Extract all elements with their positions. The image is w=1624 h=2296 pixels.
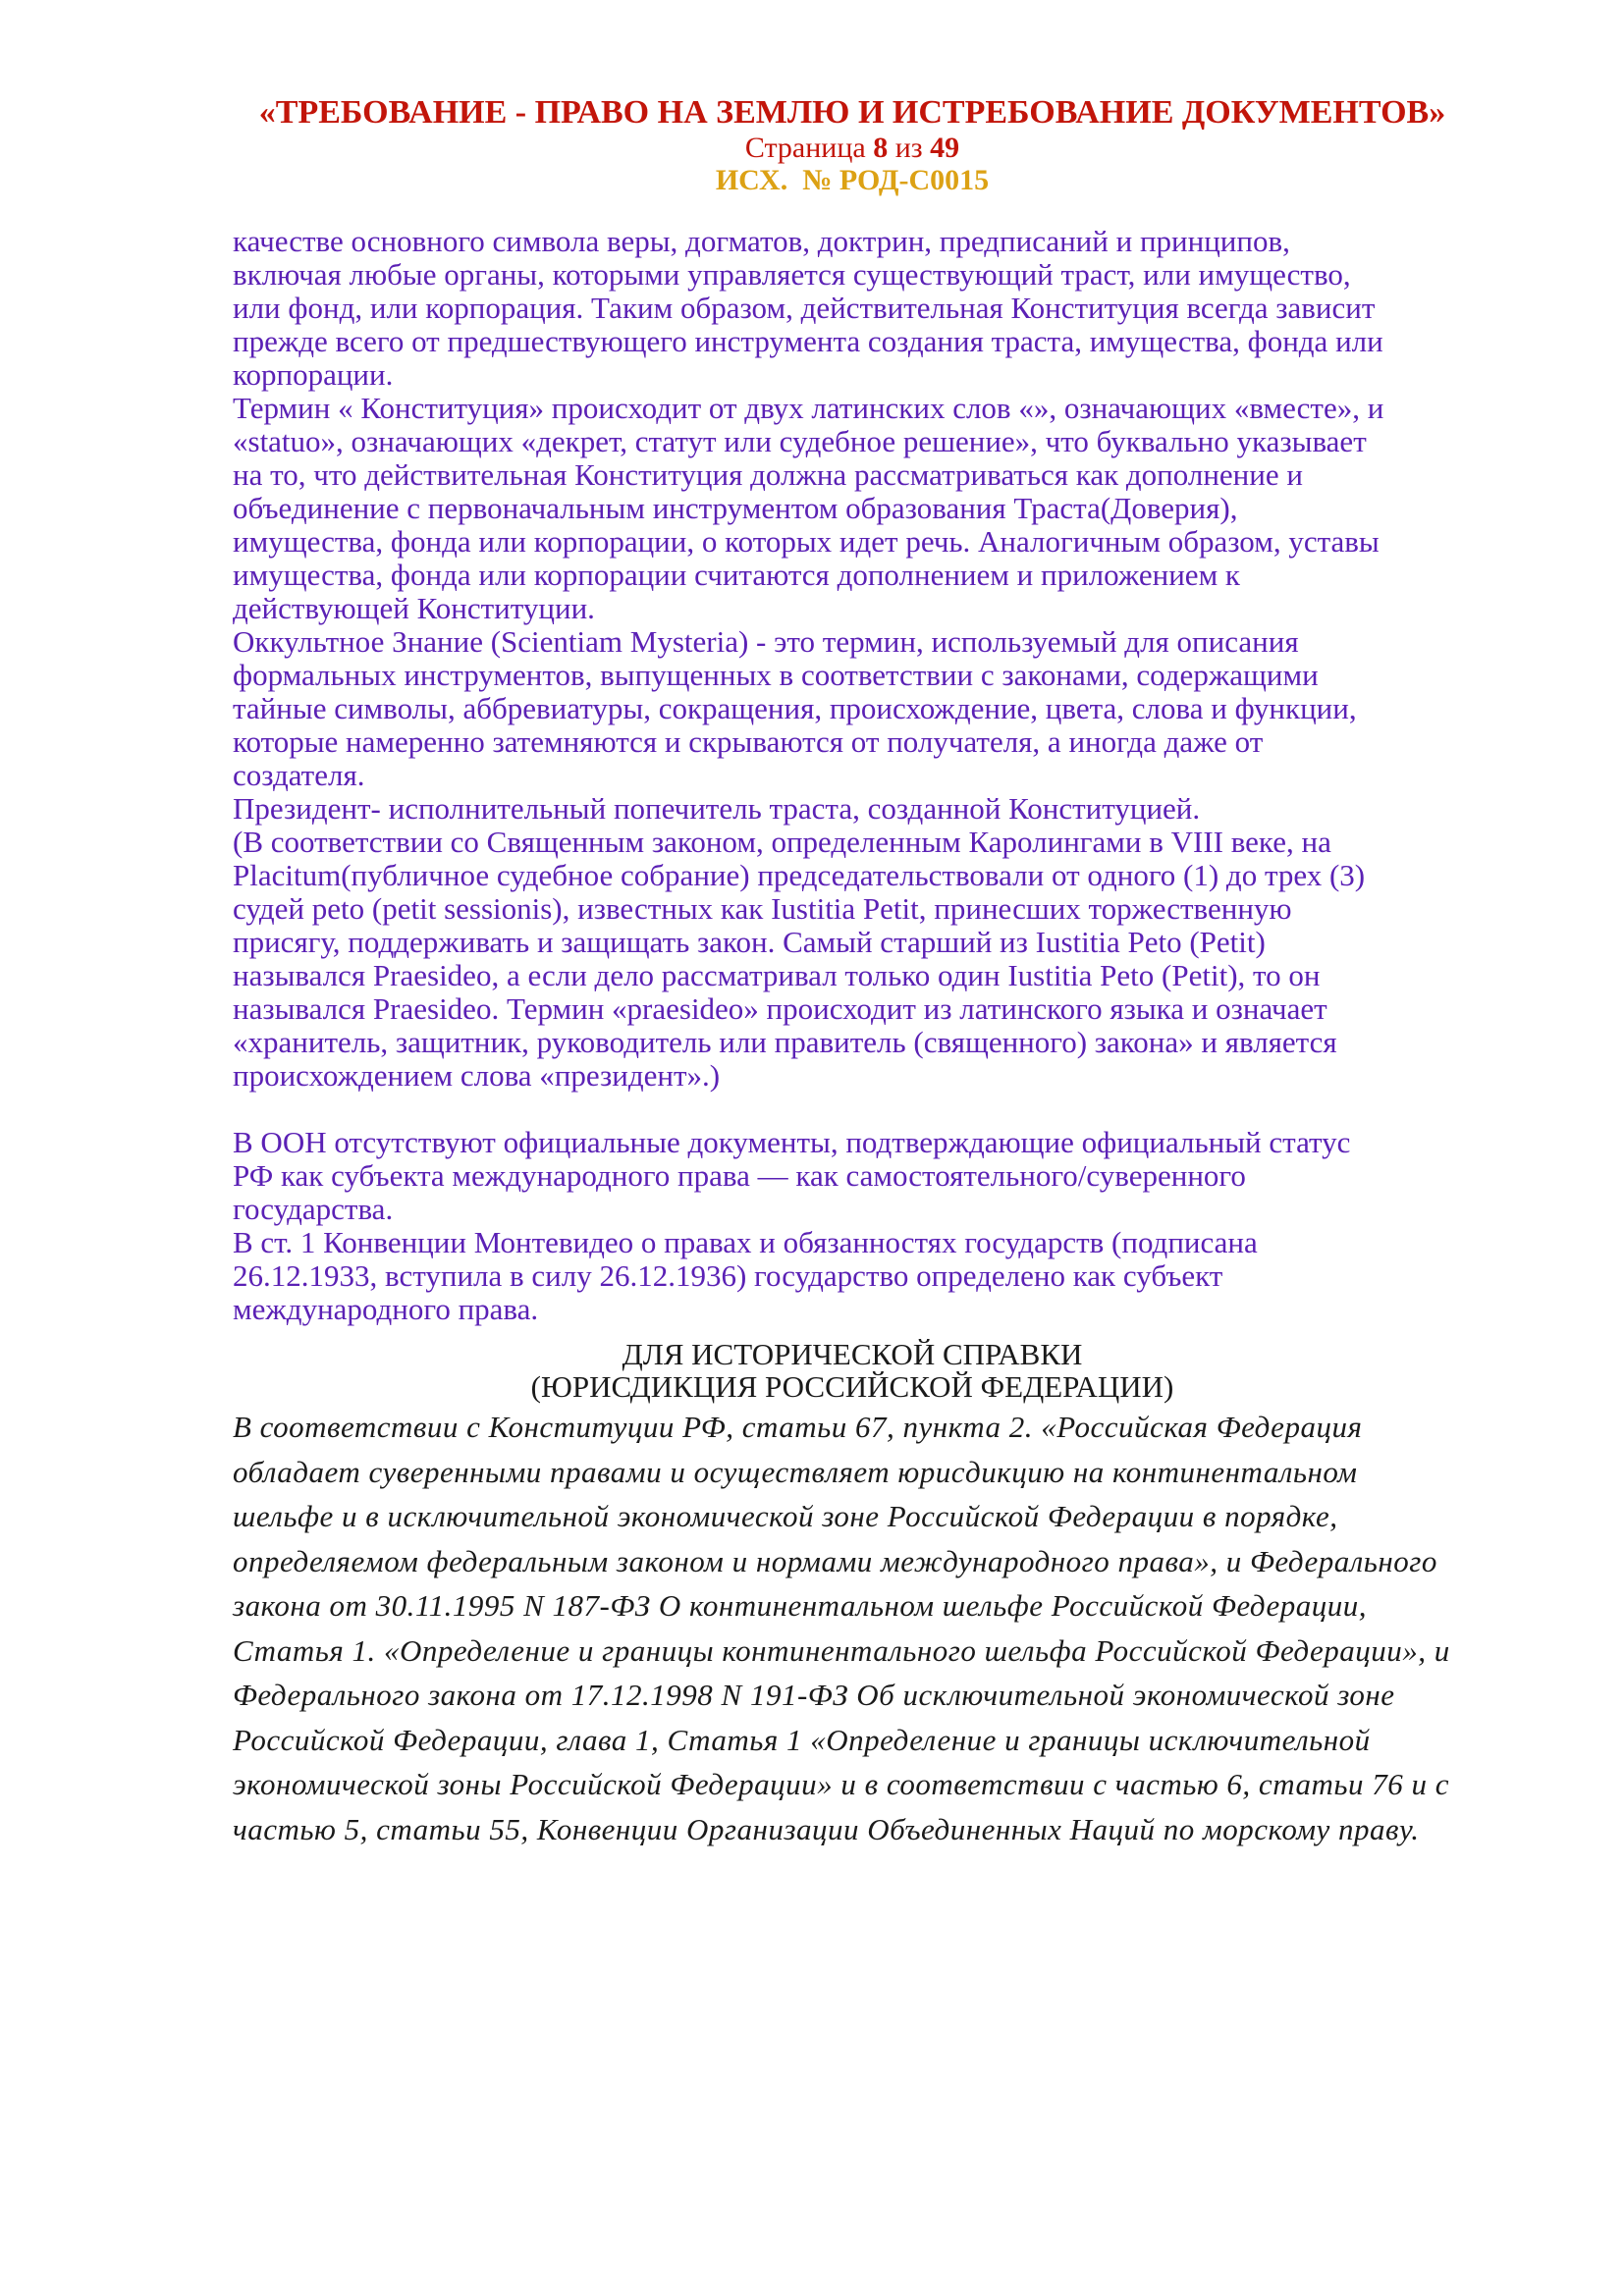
text-line: прежде всего от предшествующего инструмента создания траста, имущества, фонда или xyxy=(233,324,1383,358)
paragraph-spacer xyxy=(233,1093,1472,1126)
paragraph xyxy=(233,1226,1472,1326)
paragraph xyxy=(233,392,1472,625)
text-line: Российской Федерации, глава 1, Статья 1 «Определение и границы исключительной xyxy=(233,1722,1371,1757)
text-line: Статья 1. «Определение и границы континентального шельфа Российской Федерации», и xyxy=(233,1632,1450,1668)
text-line: Термин « Конституция» происходит от двух латинских слов «», означающих «вместе», и xyxy=(233,391,1384,425)
document-title: «ТРЕБОВАНИЕ - ПРАВО НА ЗЕМЛЮ И ИСТРЕБОВАНИЕ ДОКУМЕНТОВ» xyxy=(258,94,1446,131)
text-line: объединение с первоначальным инструментом образования Траста(Доверия), xyxy=(233,491,1238,525)
page-current-number: 8 xyxy=(873,132,889,164)
text-line: назывался Praesideo, а если дело рассматривал только один Iustitia Peto (Petit), то он xyxy=(233,958,1321,992)
text-line: (В соответствии со Священным законом, определенным Каролингами в VIII веке, на xyxy=(233,825,1331,859)
paragraph xyxy=(233,792,1472,826)
text-line: обладает суверенными правами и осуществляет юрисдикцию на континентальном xyxy=(233,1454,1358,1489)
paragraph xyxy=(233,826,1472,1093)
text-line: происхождением слова «президент».) xyxy=(233,1058,721,1093)
page-total-number: 49 xyxy=(930,132,960,164)
text-line: (ЮРИСДИКЦИЯ РОССИЙСКОЙ ФЕДЕРАЦИИ) xyxy=(530,1369,1174,1404)
text-line: В соответствии с Конституции РФ, статьи 67, пункта 2. «Российская Федерация xyxy=(233,1410,1363,1444)
reference-number: ИСХ. № РОД-С0015 xyxy=(715,164,990,196)
page-word: Страница xyxy=(744,132,866,164)
page-number-line xyxy=(233,132,1472,164)
text-line: закона от 30.11.1995 N 187-ФЗ О континентальном шельфе Российской Федерации, xyxy=(233,1588,1367,1623)
text-line: назывался Praesideo. Термин «praesideo» происходит из латинского языка и означает xyxy=(233,991,1327,1026)
text-line: которые намеренно затемняются и скрываются от получателя, а иногда даже от xyxy=(233,724,1264,759)
text-line: Оккультное Знание (Scientiam Mysteria) - это термин, используемый для описания xyxy=(233,624,1299,659)
text-line: присягу, поддерживать и защищать закон. Самый старший из Iustitia Peto (Petit) xyxy=(233,925,1266,959)
text-line: Президент- исполнительный попечитель траста, созданной Конституцией. xyxy=(233,791,1201,826)
text-line: государства. xyxy=(233,1192,394,1226)
text-line: включая любые органы, которыми управляется существующий траст, или имущество, xyxy=(233,257,1351,292)
text-line: В ООН отсутствуют официальные документы, подтверждающие официальный статус xyxy=(233,1125,1351,1159)
text-line: экономической зоны Российской Федерации» и в соответствии с частью 6, статьи 76 и с xyxy=(233,1767,1449,1801)
text-line: создателя. xyxy=(233,758,365,792)
text-line: международного права. xyxy=(233,1292,539,1326)
text-line: действующей Конституции. xyxy=(233,591,595,625)
document-header xyxy=(233,0,1472,196)
paragraph xyxy=(233,625,1472,792)
text-line: Федерального закона от 17.12.1998 N 191-ФЗ Об исключительной экономической зоне xyxy=(233,1678,1395,1712)
text-line: ДЛЯ ИСТОРИЧЕСКОЙ СПРАВКИ xyxy=(622,1337,1083,1371)
body-text-block-2 xyxy=(233,1126,1472,1326)
text-line: РФ как субъекта международного права — как самостоятельного/суверенного xyxy=(233,1158,1246,1193)
text-line: шельфе и в исключительной экономической зоне Российской Федерации в порядке, xyxy=(233,1499,1338,1533)
text-line: судей peto (petit sessionis), известных как Iustitia Petit, принесших торжественную xyxy=(233,891,1292,926)
text-line: имущества, фонда или корпорации считаются дополнением и приложением к xyxy=(233,558,1240,592)
text-line: частью 5, статьи 55, Конвенции Организации Объединенных Наций по морскому праву. xyxy=(233,1811,1420,1846)
body-text-block-1 xyxy=(233,225,1472,1093)
text-line: определяемом федеральным законом и нормами международного права», и Федерального xyxy=(233,1543,1437,1578)
text-line: на то, что действительная Конституция должна рассматриваться как дополнение и xyxy=(233,457,1303,492)
text-line: имущества, фонда или корпорации, о которых идет речь. Аналогичным образом, уставы xyxy=(233,524,1380,559)
paragraph xyxy=(233,1126,1472,1226)
text-line: «хранитель, защитник, руководитель или правитель (священного) закона» и является xyxy=(233,1025,1337,1059)
text-line: 26.12.1933, вступила в силу 26.12.1936) государство определено как субъект xyxy=(233,1258,1223,1293)
text-line: или фонд, или корпорация. Таким образом, действительная Конституция всегда зависит xyxy=(233,291,1376,325)
text-line: корпорации. xyxy=(233,357,394,392)
legal-reference-paragraph xyxy=(233,1405,1472,1851)
text-line: В ст. 1 Конвенции Монтевидео о правах и обязанностях государств (подписана xyxy=(233,1225,1258,1259)
text-line: тайные символы, аббревиатуры, сокращения, происхождение, цвета, слова и функции, xyxy=(233,691,1357,725)
text-line: качестве основного символа веры, догматов, доктрин, предписаний и принципов, xyxy=(233,224,1290,258)
page-of-word: из xyxy=(894,132,923,164)
text-line: Placitum(публичное судебное собрание) председательствовали от одного (1) до трех (3) xyxy=(233,858,1366,892)
text-line: «statuo», означающих «декрет, статут или судебное решение», что буквально указывает xyxy=(233,424,1367,458)
paragraph xyxy=(233,225,1472,392)
text-line: формальных инструментов, выпущенных в соответствии с законами, содержащими xyxy=(233,658,1319,692)
section-heading xyxy=(233,1338,1472,1403)
